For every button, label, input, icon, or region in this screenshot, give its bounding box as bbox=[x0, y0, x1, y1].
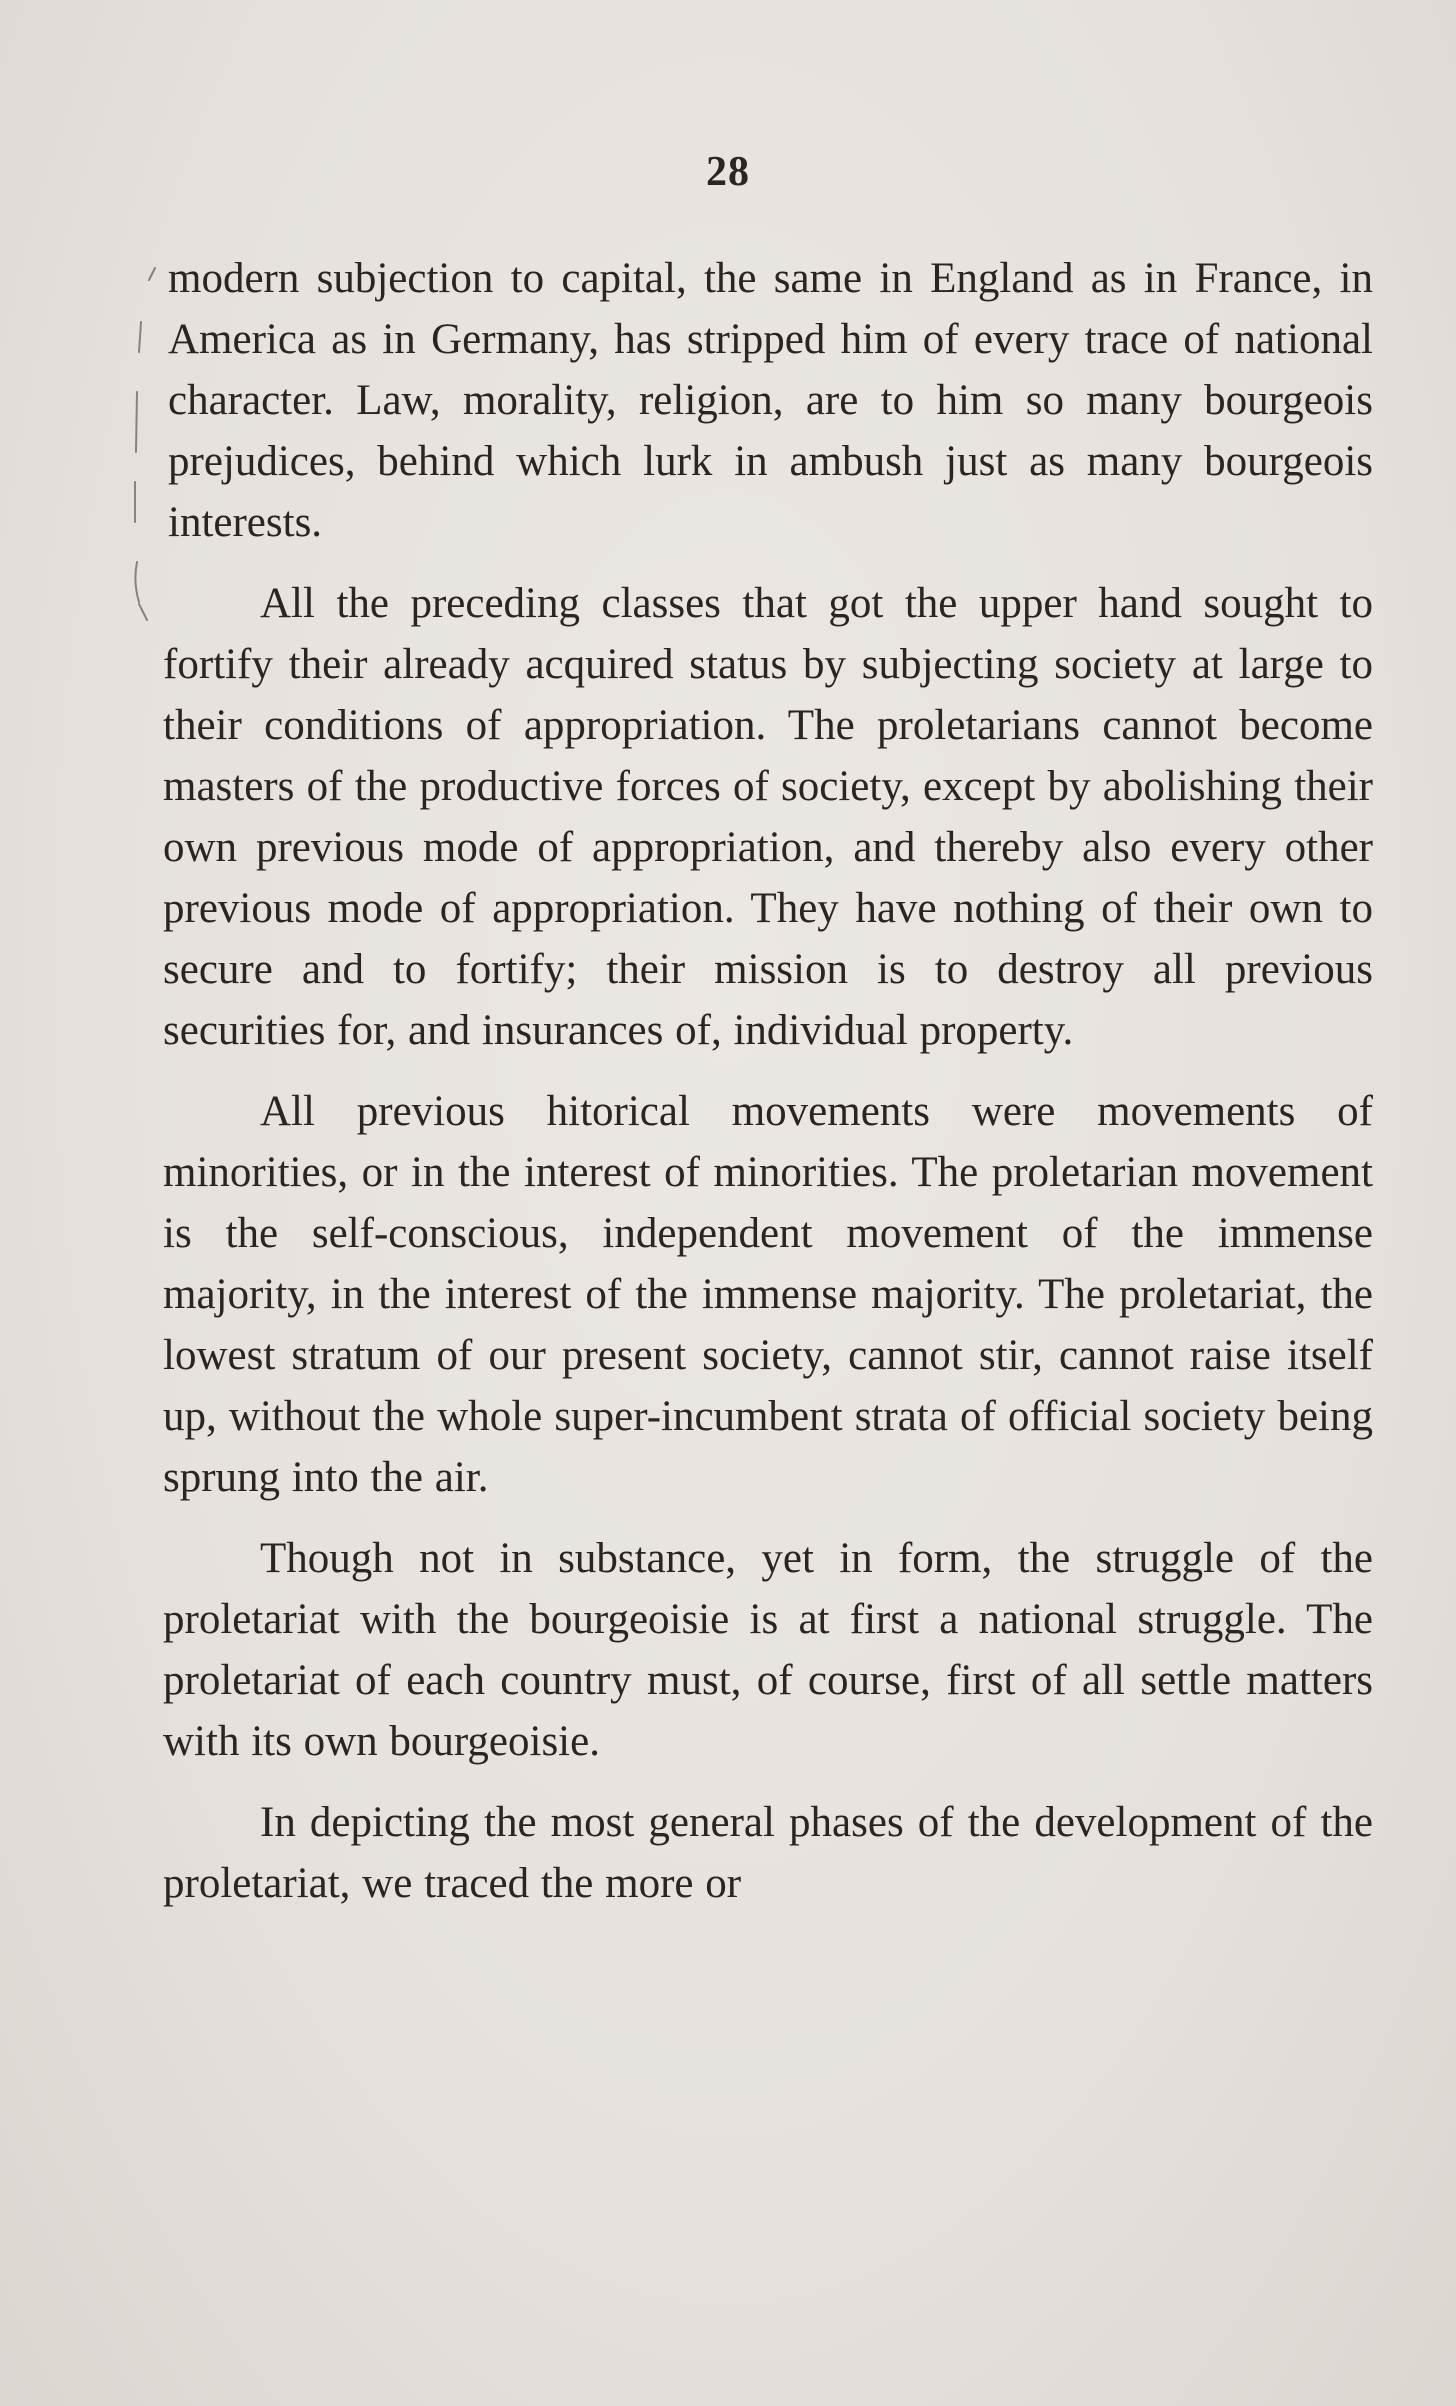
page-number: 28 bbox=[706, 149, 750, 195]
paragraph: All the preceding classes that got the upper hand sought to fortify their already acquired status by subjecting society at large to their conditions of appropriation. The proletarians cannot become masters of the productive forces of society, except by abolishing their own previous mode of appropriation, and thereby also every other previous mode of appropriation. They have nothing of their own to secure and to fortify; their mission is to destroy all previous securities for, and insurances of, individual property. bbox=[163, 580, 1373, 1054]
paragraph-continued: modern subjection to capital, the same in England as in France, in America as in Germany, has stripped him of every trace of national character. Law, morality, religion, are to him so many bourgeois prejudices, behind which lurk in ambush just as many bourgeois interests. bbox=[168, 255, 1373, 546]
body-text bbox=[163, 248, 1373, 1914]
paragraph: Though not in substance, yet in form, the struggle of the proletariat with the bourgeoisie is at first a national struggle. The proletariat of each country must, of course, first of all settle matters with its own bourgeoisie. bbox=[163, 1535, 1373, 1765]
margin-pencil-mark-icon bbox=[125, 262, 165, 622]
paragraph-truncated: In depicting the most general phases of the development of the proletariat, we traced the more or bbox=[163, 1799, 1373, 1907]
paragraph: All previous hitorical movements were movements of minorities, or in the interest of minorities. The proletarian movement is the self-conscious, independent movement of the immense majority, in the interest of the immense majority. The proletariat, the lowest stratum of our present society, cannot stir, cannot raise itself up, without the whole super-incumbent strata of official society being sprung into the air. bbox=[163, 1088, 1373, 1501]
